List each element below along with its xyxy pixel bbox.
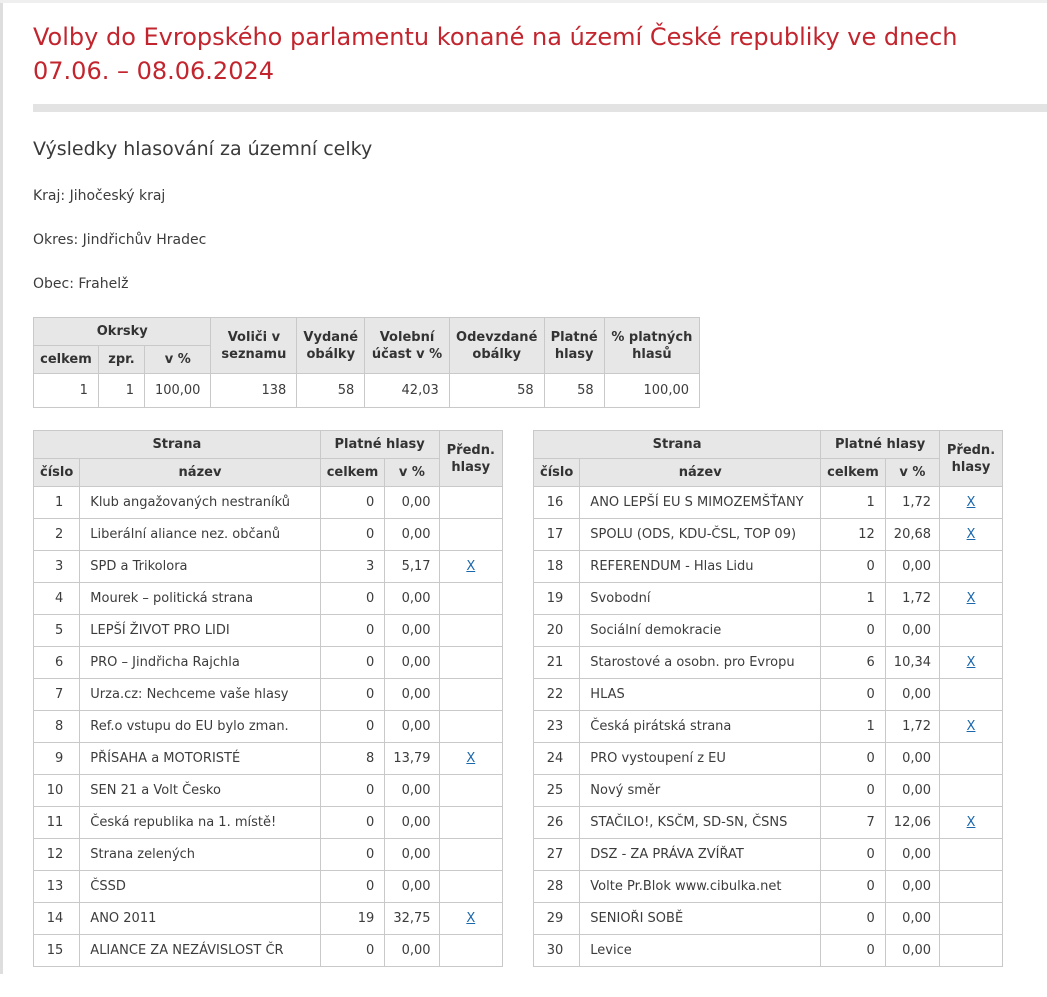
party-number-cell: 23	[534, 711, 580, 743]
party-number-cell: 22	[534, 679, 580, 711]
votes-pct-cell: 0,00	[385, 583, 439, 615]
party-name-cell: Sociální demokracie	[580, 615, 821, 647]
party-table-row	[34, 935, 503, 967]
party-number-cell: 28	[534, 871, 580, 903]
pref-votes-cell	[940, 519, 1003, 551]
party-name-cell: Klub angažovaných nestraníků	[80, 487, 320, 519]
votes-pct-cell: 0,00	[385, 871, 439, 903]
votes-pct-cell: 0,00	[385, 839, 439, 871]
pref-votes-link[interactable]: X	[466, 911, 476, 926]
party-header-predn: Předn. hlasy	[940, 431, 1003, 487]
summary-data-row	[34, 374, 700, 408]
votes-total-cell: 1	[821, 711, 886, 743]
votes-total-cell: 0	[320, 871, 385, 903]
party-name-cell: Mourek – politická strana	[80, 583, 320, 615]
party-table-row	[534, 551, 1003, 583]
party-table-row	[34, 487, 503, 519]
party-table-row	[34, 647, 503, 679]
votes-pct-cell: 0,00	[885, 935, 939, 967]
party-header-strana: Strana	[534, 431, 821, 459]
votes-pct-cell: 0,00	[885, 775, 939, 807]
votes-pct-cell: 0,00	[385, 935, 439, 967]
party-name-cell: ALIANCE ZA NEZÁVISLOST ČR	[80, 935, 320, 967]
summary-pct-platnych-value: 100,00	[604, 374, 699, 408]
title-divider	[33, 104, 1047, 112]
pref-votes-link[interactable]: X	[966, 655, 976, 670]
party-table-row	[534, 711, 1003, 743]
pref-votes-cell	[940, 551, 1003, 583]
party-number-cell: 2	[34, 519, 80, 551]
party-table-row	[34, 711, 503, 743]
summary-header-vydane: Vydané obálky	[297, 318, 365, 374]
party-name-cell: PRO vystoupení z EU	[580, 743, 821, 775]
party-table-row	[534, 903, 1003, 935]
votes-total-cell: 12	[821, 519, 886, 551]
votes-pct-cell: 0,00	[385, 711, 439, 743]
summary-vydane-value: 58	[297, 374, 365, 408]
party-header-celkem: celkem	[320, 459, 385, 487]
party-table-row	[534, 615, 1003, 647]
party-header-strana: Strana	[34, 431, 321, 459]
pref-votes-link[interactable]: X	[966, 815, 976, 830]
votes-pct-cell: 12,06	[885, 807, 939, 839]
pref-votes-cell	[940, 839, 1003, 871]
region-line-kraj	[33, 188, 1047, 204]
party-table-row	[534, 679, 1003, 711]
party-tables-container	[33, 430, 1047, 967]
party-name-cell: ANO LEPŠÍ EU S MIMOZEMŠŤANY	[580, 487, 821, 519]
party-name-cell: Liberální aliance nez. občanů	[80, 519, 320, 551]
party-header-nazev: název	[80, 459, 320, 487]
summary-platne-value: 58	[544, 374, 604, 408]
summary-ucast-value: 42,03	[365, 374, 450, 408]
summary-header-odevzdane: Odevzdané obálky	[449, 318, 544, 374]
party-name-cell: PŘÍSAHA a MOTORISTÉ	[80, 743, 320, 775]
votes-total-cell: 0	[821, 551, 886, 583]
votes-pct-cell: 0,00	[885, 679, 939, 711]
pref-votes-cell	[940, 807, 1003, 839]
party-header-nazev: název	[580, 459, 821, 487]
votes-total-cell: 19	[320, 903, 385, 935]
party-name-cell: SPOLU (ODS, KDU-ČSL, TOP 09)	[580, 519, 821, 551]
party-table-row	[34, 807, 503, 839]
party-header-celkem: celkem	[821, 459, 886, 487]
party-name-cell: LEPŠÍ ŽIVOT PRO LIDI	[80, 615, 320, 647]
party-name-cell: Česká pirátská strana	[580, 711, 821, 743]
summary-header-celkem: celkem	[34, 346, 99, 374]
okres-value: Jindřichův Hradec	[82, 232, 207, 248]
summary-zpr-value: 1	[98, 374, 144, 408]
party-number-cell: 9	[34, 743, 80, 775]
summary-header-v-pct: v %	[144, 346, 211, 374]
region-line-obec	[33, 276, 1047, 292]
pref-votes-link[interactable]: X	[966, 719, 976, 734]
party-table-row	[534, 807, 1003, 839]
summary-header-ucast: Volební účast v %	[365, 318, 450, 374]
party-number-cell: 25	[534, 775, 580, 807]
party-number-cell: 6	[34, 647, 80, 679]
party-name-cell: SENIOŘI SOBĚ	[580, 903, 821, 935]
viewport-left-border	[0, 0, 3, 974]
party-table-row	[534, 871, 1003, 903]
pref-votes-cell	[940, 903, 1003, 935]
votes-total-cell: 6	[821, 647, 886, 679]
turnout-summary-table	[33, 317, 700, 408]
votes-total-cell: 0	[320, 647, 385, 679]
party-number-cell: 11	[34, 807, 80, 839]
party-table-row	[34, 871, 503, 903]
party-name-cell: Volte Pr.Blok www.cibulka.net	[580, 871, 821, 903]
party-table-right	[533, 430, 1003, 967]
party-name-cell: Nový směr	[580, 775, 821, 807]
votes-pct-cell: 0,00	[885, 551, 939, 583]
pref-votes-cell	[940, 871, 1003, 903]
obec-value: Frahelž	[78, 276, 129, 292]
page-title: Volby do Evropského parlamentu konané na území České republiky ve dnech 07.06. – 08.06.2024	[33, 23, 958, 85]
party-name-cell: Svobodní	[580, 583, 821, 615]
pref-votes-cell	[439, 807, 502, 839]
votes-pct-cell: 0,00	[885, 903, 939, 935]
votes-total-cell: 0	[320, 775, 385, 807]
pref-votes-cell	[439, 487, 502, 519]
party-table-row	[534, 935, 1003, 967]
party-number-cell: 18	[534, 551, 580, 583]
votes-total-cell: 0	[320, 711, 385, 743]
votes-pct-cell: 32,75	[385, 903, 439, 935]
votes-total-cell: 1	[821, 487, 886, 519]
party-header-platne: Platné hlasy	[821, 431, 940, 459]
okres-label: Okres:	[33, 232, 79, 248]
party-name-cell: STAČILO!, KSČM, SD-SN, ČSNS	[580, 807, 821, 839]
votes-pct-cell: 0,00	[385, 775, 439, 807]
party-number-cell: 4	[34, 583, 80, 615]
votes-total-cell: 0	[821, 743, 886, 775]
votes-pct-cell: 0,00	[385, 807, 439, 839]
pref-votes-link[interactable]: X	[966, 527, 976, 542]
votes-total-cell: 0	[821, 935, 886, 967]
party-number-cell: 5	[34, 615, 80, 647]
votes-total-cell: 3	[320, 551, 385, 583]
party-header-cislo: číslo	[34, 459, 80, 487]
votes-pct-cell: 13,79	[385, 743, 439, 775]
pref-votes-link[interactable]: X	[466, 559, 476, 574]
party-table-row	[34, 583, 503, 615]
viewport-top-border	[0, 0, 1047, 3]
pref-votes-cell	[940, 679, 1003, 711]
region-line-okres	[33, 232, 1047, 248]
votes-total-cell: 0	[821, 903, 886, 935]
party-table-row	[34, 903, 503, 935]
votes-total-cell: 0	[320, 519, 385, 551]
party-name-cell: SEN 21 a Volt Česko	[80, 775, 320, 807]
party-table-row	[34, 839, 503, 871]
votes-pct-cell: 0,00	[385, 519, 439, 551]
kraj-value: Jihočeský kraj	[69, 188, 166, 204]
pref-votes-cell	[439, 711, 502, 743]
obec-label: Obec:	[33, 276, 74, 292]
party-number-cell: 29	[534, 903, 580, 935]
summary-header-okrsky: Okrsky	[34, 318, 211, 346]
votes-pct-cell: 0,00	[385, 679, 439, 711]
party-number-cell: 7	[34, 679, 80, 711]
summary-header-pct-platnych: % platných hlasů	[604, 318, 699, 374]
party-table-left	[33, 430, 503, 967]
party-name-cell: ANO 2011	[80, 903, 320, 935]
summary-celkem-value: 1	[34, 374, 99, 408]
pref-votes-cell	[439, 583, 502, 615]
party-table-row	[34, 743, 503, 775]
party-number-cell: 21	[534, 647, 580, 679]
party-number-cell: 14	[34, 903, 80, 935]
votes-pct-cell: 1,72	[885, 583, 939, 615]
party-name-cell: Česká republika na 1. místě!	[80, 807, 320, 839]
summary-odevzdane-value: 58	[449, 374, 544, 408]
party-number-cell: 16	[534, 487, 580, 519]
party-header-platne: Platné hlasy	[320, 431, 439, 459]
pref-votes-link[interactable]: X	[466, 751, 476, 766]
pref-votes-cell	[940, 775, 1003, 807]
votes-total-cell: 0	[821, 679, 886, 711]
votes-total-cell: 7	[821, 807, 886, 839]
pref-votes-cell	[439, 519, 502, 551]
votes-pct-cell: 0,00	[385, 647, 439, 679]
party-number-cell: 27	[534, 839, 580, 871]
party-header-v-pct: v %	[885, 459, 939, 487]
pref-votes-cell	[439, 775, 502, 807]
party-number-cell: 19	[534, 583, 580, 615]
party-table-row	[534, 487, 1003, 519]
votes-pct-cell: 1,72	[885, 711, 939, 743]
pref-votes-cell	[940, 583, 1003, 615]
votes-total-cell: 0	[821, 871, 886, 903]
pref-votes-cell	[940, 935, 1003, 967]
party-header-v-pct: v %	[385, 459, 439, 487]
summary-v-pct-value: 100,00	[144, 374, 211, 408]
party-header-cislo: číslo	[534, 459, 580, 487]
party-table-row	[34, 615, 503, 647]
votes-pct-cell: 0,00	[385, 487, 439, 519]
party-number-cell: 13	[34, 871, 80, 903]
party-number-cell: 24	[534, 743, 580, 775]
party-name-cell: Urza.cz: Nechceme vaše hlasy	[80, 679, 320, 711]
pref-votes-cell	[940, 615, 1003, 647]
party-table-row	[534, 519, 1003, 551]
party-number-cell: 20	[534, 615, 580, 647]
party-number-cell: 12	[34, 839, 80, 871]
votes-total-cell: 0	[320, 583, 385, 615]
party-number-cell: 3	[34, 551, 80, 583]
votes-pct-cell: 5,17	[385, 551, 439, 583]
votes-total-cell: 0	[821, 615, 886, 647]
votes-total-cell: 0	[320, 839, 385, 871]
party-name-cell: PRO – Jindřicha Rajchla	[80, 647, 320, 679]
votes-pct-cell: 0,00	[885, 615, 939, 647]
votes-total-cell: 1	[821, 583, 886, 615]
votes-total-cell: 0	[320, 807, 385, 839]
votes-pct-cell: 10,34	[885, 647, 939, 679]
party-name-cell: DSZ - ZA PRÁVA ZVÍŘAT	[580, 839, 821, 871]
pref-votes-cell	[940, 647, 1003, 679]
party-name-cell: HLAS	[580, 679, 821, 711]
section-title: Výsledky hlasování za územní celky	[33, 138, 373, 160]
votes-pct-cell: 0,00	[885, 871, 939, 903]
votes-total-cell: 0	[320, 487, 385, 519]
votes-pct-cell: 20,68	[885, 519, 939, 551]
party-number-cell: 30	[534, 935, 580, 967]
party-name-cell: SPD a Trikolora	[80, 551, 320, 583]
pref-votes-cell	[439, 839, 502, 871]
pref-votes-cell	[439, 679, 502, 711]
party-table-row	[534, 743, 1003, 775]
party-table-row	[34, 519, 503, 551]
party-name-cell: Levice	[580, 935, 821, 967]
pref-votes-cell	[940, 711, 1003, 743]
party-number-cell: 1	[34, 487, 80, 519]
party-number-cell: 17	[534, 519, 580, 551]
party-number-cell: 15	[34, 935, 80, 967]
summary-header-platne: Platné hlasy	[544, 318, 604, 374]
party-name-cell: Strana zelených	[80, 839, 320, 871]
pref-votes-cell	[940, 743, 1003, 775]
votes-total-cell: 0	[821, 839, 886, 871]
party-table-row	[34, 775, 503, 807]
votes-total-cell: 0	[320, 615, 385, 647]
votes-total-cell: 0	[821, 775, 886, 807]
pref-votes-link[interactable]: X	[966, 591, 976, 606]
pref-votes-cell	[439, 935, 502, 967]
party-number-cell: 10	[34, 775, 80, 807]
pref-votes-cell	[439, 647, 502, 679]
party-number-cell: 8	[34, 711, 80, 743]
kraj-label: Kraj:	[33, 188, 66, 204]
summary-header-volici: Voliči v seznamu	[211, 318, 297, 374]
votes-pct-cell: 0,00	[885, 839, 939, 871]
pref-votes-cell	[940, 487, 1003, 519]
votes-pct-cell: 0,00	[385, 615, 439, 647]
party-name-cell: ČSSD	[80, 871, 320, 903]
summary-header-zpr: zpr.	[98, 346, 144, 374]
party-number-cell: 26	[534, 807, 580, 839]
party-name-cell: REFERENDUM - Hlas Lidu	[580, 551, 821, 583]
party-table-row	[534, 839, 1003, 871]
party-header-predn: Předn. hlasy	[439, 431, 502, 487]
votes-total-cell: 0	[320, 935, 385, 967]
summary-volici-value: 138	[211, 374, 297, 408]
party-name-cell: Ref.o vstupu do EU bylo zman.	[80, 711, 320, 743]
party-table-row	[34, 551, 503, 583]
party-table-row	[534, 775, 1003, 807]
votes-pct-cell: 0,00	[885, 743, 939, 775]
votes-total-cell: 8	[320, 743, 385, 775]
party-table-row	[534, 647, 1003, 679]
pref-votes-cell	[439, 871, 502, 903]
pref-votes-cell	[439, 615, 502, 647]
pref-votes-link[interactable]: X	[966, 495, 976, 510]
party-name-cell: Starostové a osobn. pro Evropu	[580, 647, 821, 679]
pref-votes-cell	[439, 551, 502, 583]
pref-votes-cell	[439, 903, 502, 935]
pref-votes-cell	[439, 743, 502, 775]
party-table-row	[34, 679, 503, 711]
votes-pct-cell: 1,72	[885, 487, 939, 519]
votes-total-cell: 0	[320, 679, 385, 711]
party-table-row	[534, 583, 1003, 615]
